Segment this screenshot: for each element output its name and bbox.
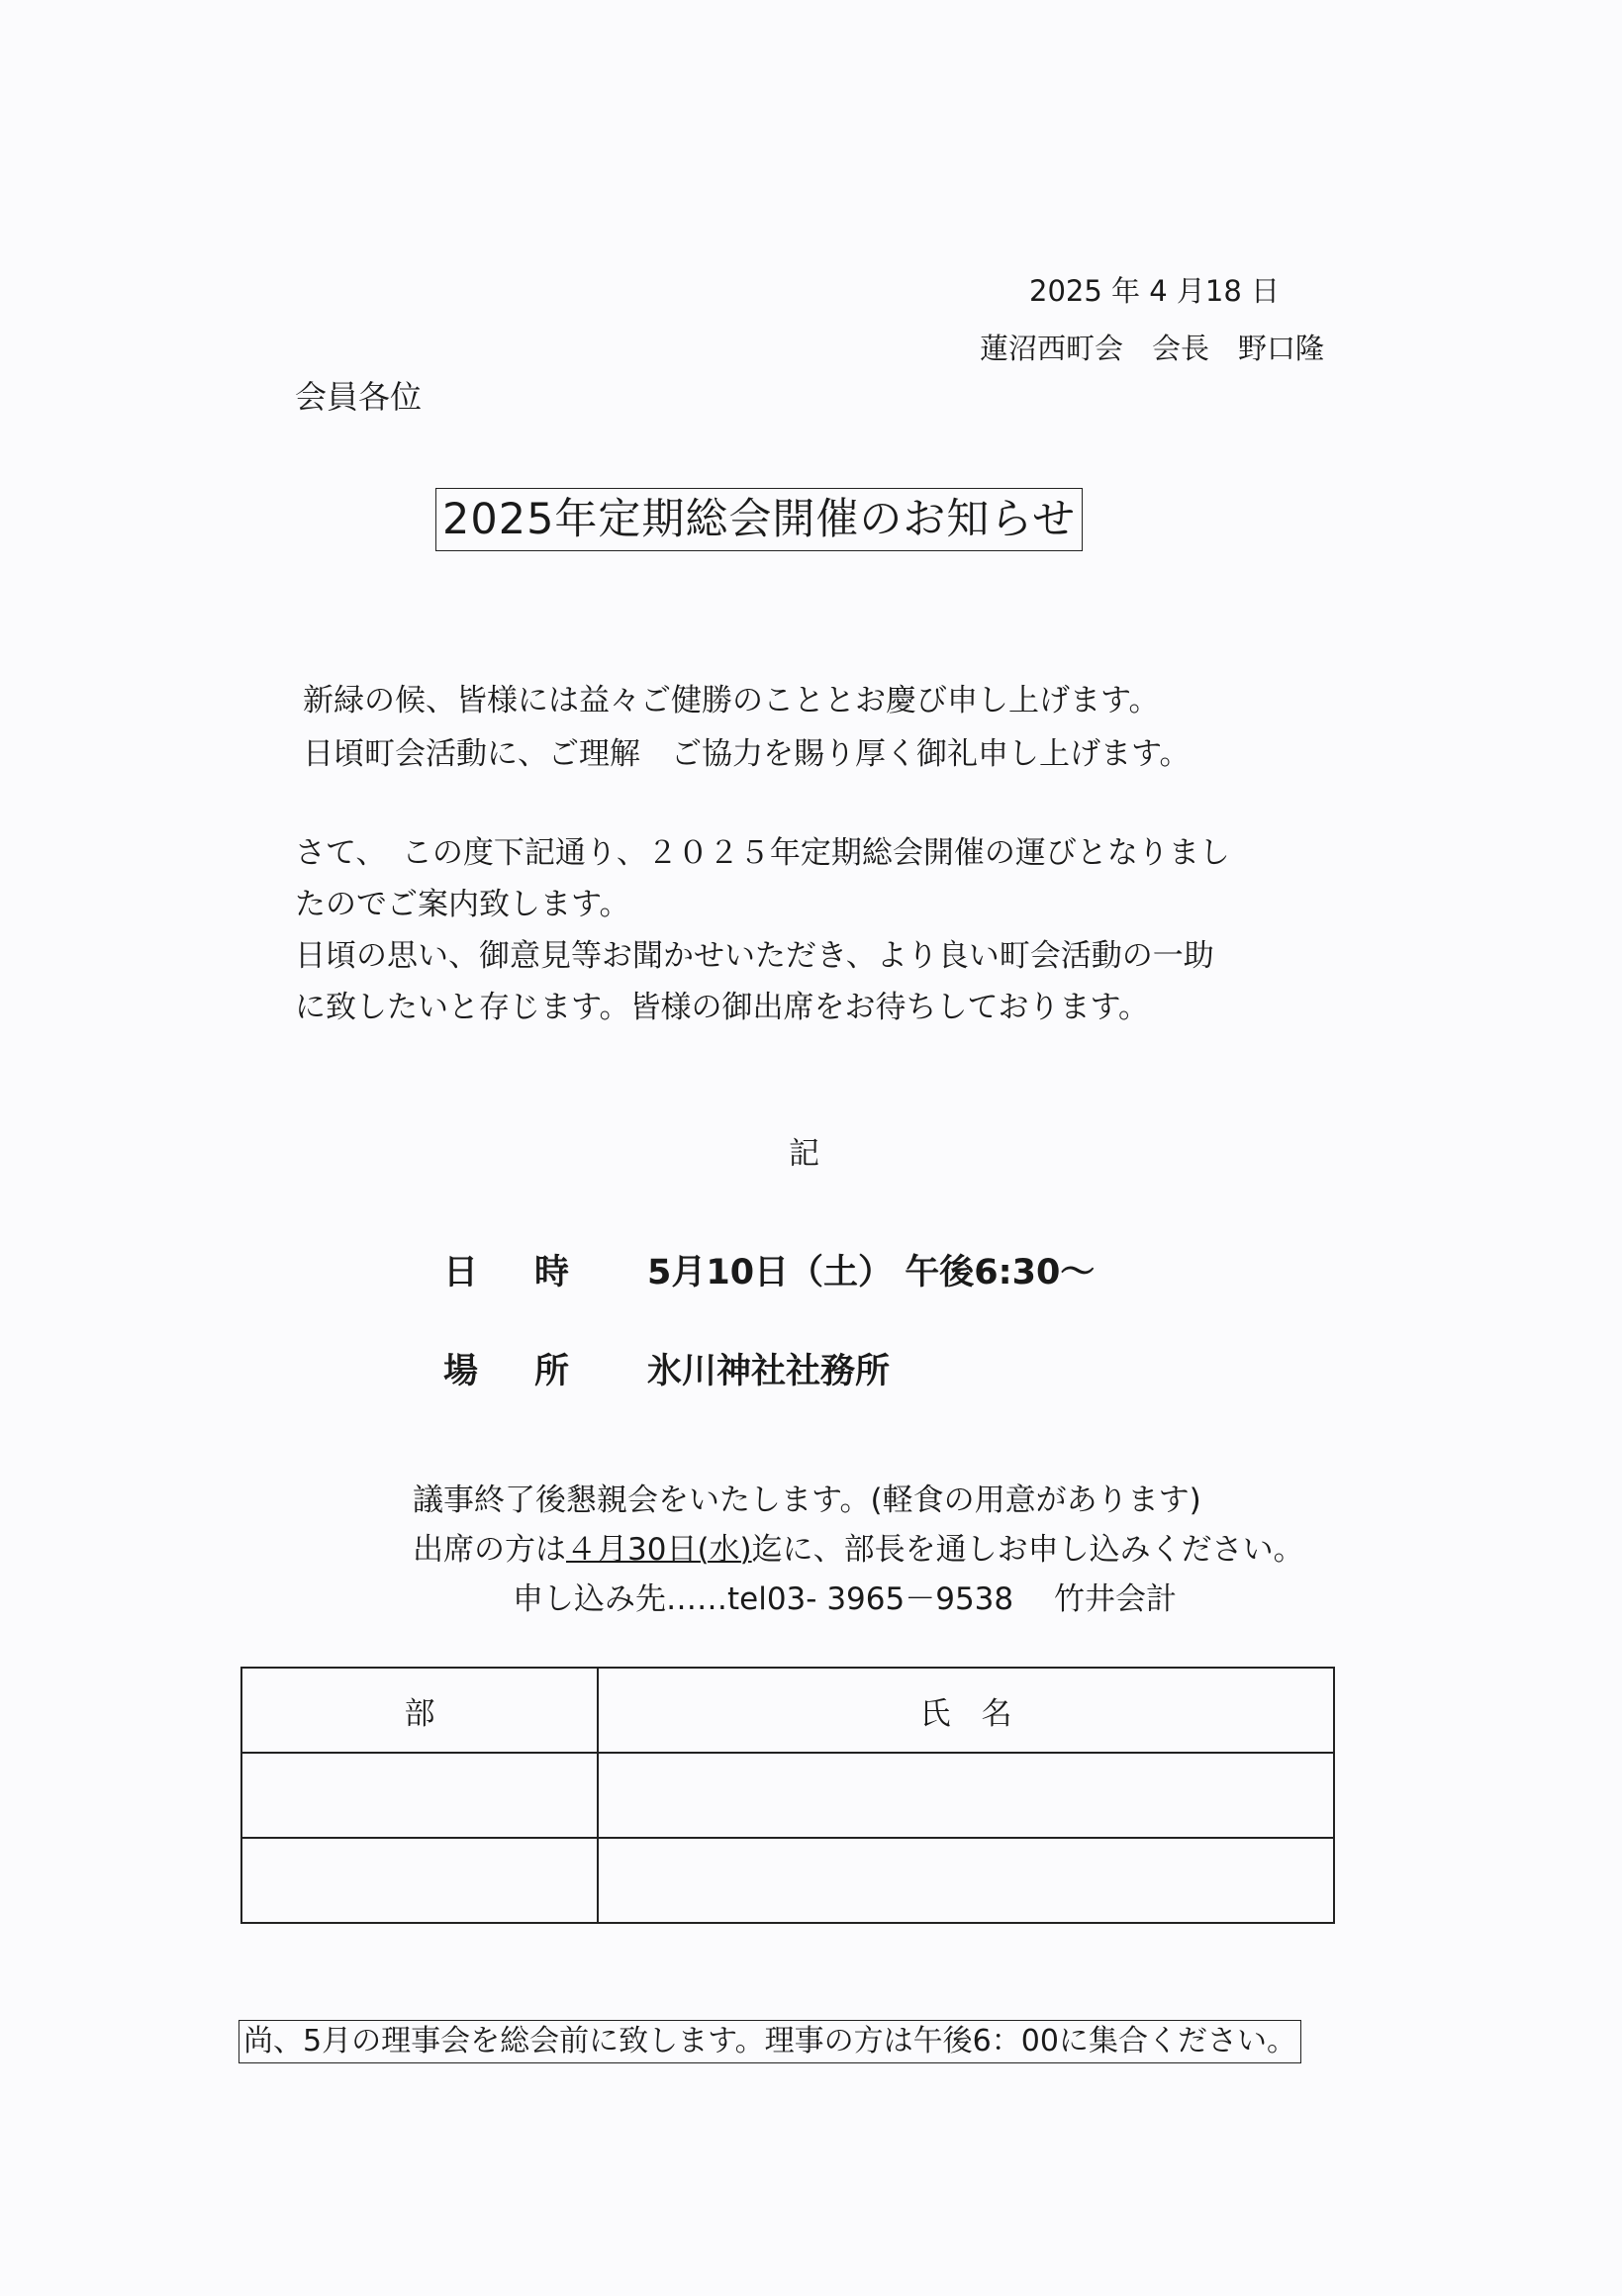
datetime-label: 日 時 [443, 1253, 570, 1292]
place-label: 場 所 [443, 1352, 570, 1391]
body-line: 日頃の思い、御意見等お聞かせいただき、より良い町会活動の一助 [295, 938, 1214, 974]
greeting-line: 日頃町会活動に、ご理解 ご協力を賜り厚く御礼申し上げます。 [303, 736, 1191, 772]
table-header-row [241, 1668, 1334, 1753]
deadline-date: ４月30日(水) [566, 1532, 752, 1568]
datetime-value: 5月10日（土） 午後6:30～ [647, 1253, 1096, 1292]
body-line: に致したいと存じます。皆様の御出席をお待ちしております。 [295, 990, 1150, 1025]
registration-table [240, 1667, 1335, 1924]
board-meeting-note: 尚、5月の理事会を総会前に致します。理事の方は午後6：00に集合ください。 [239, 2020, 1301, 2063]
name-cell[interactable] [598, 1753, 1334, 1838]
contact-info: 申し込み先……tel03- 3965－9538 竹井会計 [513, 1581, 1177, 1617]
place-value: 氷川神社社務所 [647, 1352, 891, 1391]
header-department: 部 [241, 1668, 598, 1753]
greeting-line: 新緑の候、皆様には益々ご健勝のこととお慶び申し上げます。 [303, 683, 1160, 718]
body-line: たのでご案内致します。 [295, 887, 630, 922]
table-row [241, 1753, 1334, 1838]
department-cell[interactable] [241, 1838, 598, 1923]
page-title: 2025年定期総会開催のお知らせ [435, 488, 1083, 551]
body-line: さて、 この度下記通り、２０２５年定期総会開催の運びとなりまし [295, 835, 1230, 871]
sender-name: 蓮沼西町会 会長 野口隆 [980, 332, 1325, 365]
name-cell[interactable] [598, 1838, 1334, 1923]
table-row [241, 1838, 1334, 1923]
deadline-note: 出席の方は４月30日(水)迄に、部長を通しお申し込みください。 [413, 1532, 1304, 1568]
header-name: 氏 名 [598, 1668, 1334, 1753]
party-note: 議事終了後懇親会をいたします。(軽食の用意があります) [413, 1483, 1201, 1518]
document-date: 2025 年 4 月18 日 [1029, 274, 1281, 308]
department-cell[interactable] [241, 1753, 598, 1838]
ki-heading: 記 [789, 1136, 819, 1172]
recipient: 会員各位 [295, 378, 423, 416]
